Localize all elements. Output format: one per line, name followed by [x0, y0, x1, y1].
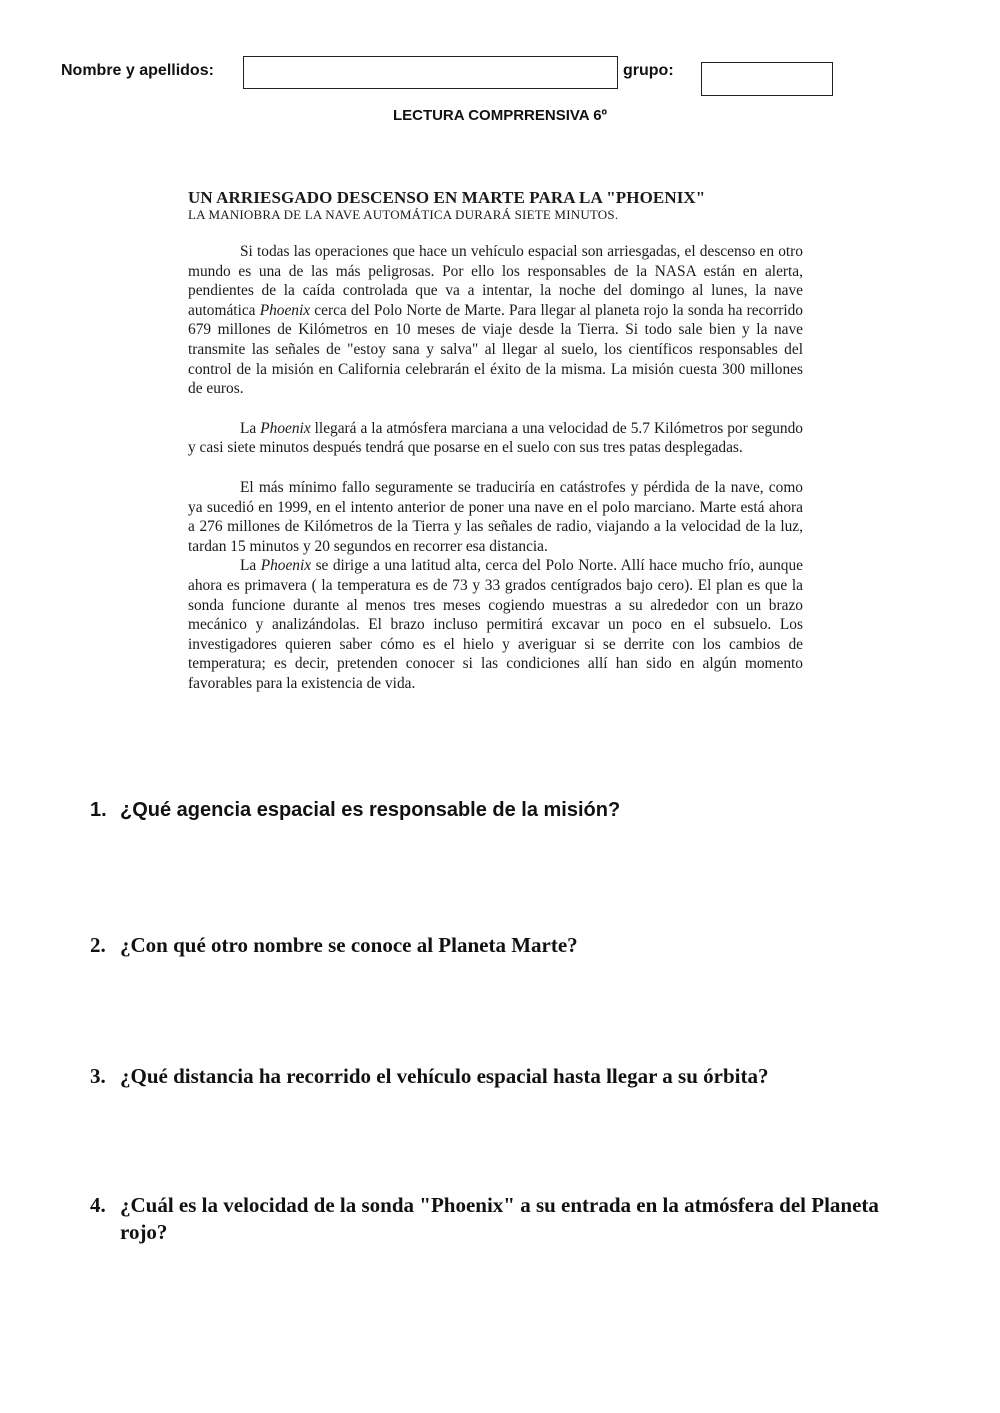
group-input[interactable] — [701, 62, 833, 96]
paragraph-italic: Phoenix — [260, 419, 311, 437]
paragraph-italic: Phoenix — [260, 557, 312, 575]
name-input[interactable] — [243, 56, 618, 89]
reading-article — [188, 188, 803, 693]
article-paragraph-3: El más mínimo fallo seguramente se traduciría en catástrofes y pérdida de la nave, como ya sucedió en 1999, en el intento anterior de poner una nave en el polo marciano. Marte está ahora a 276 millones de Kilómetros de la Tierra y las señales de radio, viajando a la velocidad de la luz, tardan 15 minutos y 20 segundos en recorrer esa distancia. — [188, 478, 803, 555]
question-text: ¿Qué distancia ha recorrido el vehículo espacial hasta llegar a su órbita? — [120, 1064, 769, 1088]
article-paragraph-1 — [188, 242, 803, 399]
paragraph-italic: Phoenix — [259, 301, 311, 319]
question-number: 2. — [90, 933, 106, 957]
article-subheadline: LA MANIOBRA DE LA NAVE AUTOMÁTICA DURARÁ SIETE MINUTOS. — [188, 207, 619, 222]
name-label: Nombre y apellidos: — [61, 62, 214, 79]
paragraph-text: cerca del Polo Norte de Marte. Para llegar al planeta rojo la sonda ha recorrido 679 millones de Kilómetros en 10 meses de viaje desde la Tierra. Si todo sale bien y la nave transmite las señales de "estoy sana y salva" al llegar al suelo, los científicos responsables del control de la misión en California celebrarán el éxito de la misma. La misión cuesta 300 millones de euros. — [188, 301, 803, 398]
group-label: grupo: — [623, 62, 674, 79]
question-text: ¿Qué agencia espacial es responsable de la misión? — [120, 799, 621, 821]
question-text: ¿Cuál es la velocidad de la sonda "Phoenix" a su entrada en la atmósfera del Planeta rojo? — [120, 1193, 879, 1244]
question-number: 3. — [90, 1064, 106, 1088]
page-title: LECTURA COMPRRENSIVA 6º — [392, 107, 608, 124]
article-headline: UN ARRIESGADO DESCENSO EN MARTE PARA LA "PHOENIX" — [188, 188, 706, 207]
question-number: 4. — [90, 1193, 106, 1217]
paragraph-text: Si todas las operaciones que hace un vehículo espacial son arriesgadas, el descenso en otro mundo es una de las más peligrosas. Por ello los responsables de la NASA están en alerta, pendientes de la caída controlada que va a intentar, la noche del domingo al lunes, la nave automática — [188, 243, 803, 319]
paragraph-text: llegará a la atmósfera marciana a una velocidad de 5.7 Kilómetros por segundo y casi siete minutos después tendrá que posarse en el suelo con sus tres patas desplegadas. — [188, 419, 803, 457]
article-paragraph-2 — [188, 419, 803, 458]
question-number: 1. — [90, 799, 107, 821]
paragraph-text: se dirige a una latitud alta, cerca del Polo Norte. Allí hace mucho frío, aunque ahora es primavera ( la temperatura es de 73 y 33 grados centígrados bajo cero). El plan es que la sonda funcione durante al menos tres meses cogiendo muestras a su alrededor con un brazo mecánico y analizándolas. El brazo incluso permitirá excavar un poco en el subsuelo. Los investigadores quieren saber cómo es el hielo y averiguar si se derrite con los cambios de temperatura; es decir, pretenden conocer si las condiciones allí han sido en algún momento favorables para la existencia de vida. — [188, 557, 803, 692]
paragraph-text: La — [240, 419, 261, 437]
article-paragraph-4 — [188, 556, 803, 693]
question-text: ¿Con qué otro nombre se conoce al Planeta Marte? — [120, 933, 578, 957]
paragraph-text: La — [240, 557, 261, 575]
